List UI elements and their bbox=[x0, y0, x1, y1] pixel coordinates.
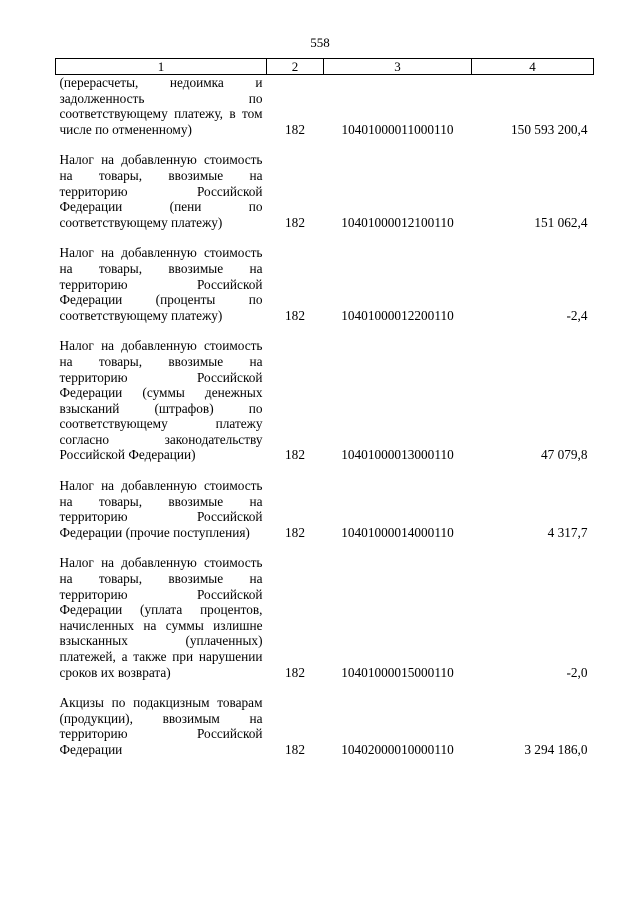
row-description: Акцизы по подакцизным товарам (продукции), ввозимым на территорию Российской Федерации bbox=[59, 695, 263, 757]
row-amount: 47 079,8 bbox=[540, 447, 588, 463]
column-header-4: 4 bbox=[472, 59, 594, 75]
row-amount: 151 062,4 bbox=[534, 214, 588, 230]
row-code: 182 bbox=[285, 447, 305, 463]
table-row bbox=[56, 478, 594, 542]
row-amount: -2,4 bbox=[566, 307, 588, 323]
row-kbk: 10402000010000110 bbox=[341, 741, 454, 757]
row-kbk: 10401000012100110 bbox=[341, 214, 454, 230]
table-row bbox=[56, 245, 594, 325]
row-description: Налог на добавленную стоимость на товары, ввозимые на территорию Российской Федерации (проценты по соответствующему платежу) bbox=[59, 245, 263, 323]
row-code: 182 bbox=[285, 664, 305, 680]
table-row bbox=[56, 695, 594, 759]
row-description: Налог на добавленную стоимость на товары, ввозимые на территорию Российской Федерации (пени по соответствующему платежу) bbox=[59, 152, 263, 230]
table-body bbox=[56, 75, 594, 760]
column-header-1: 1 bbox=[56, 59, 267, 75]
page-number: 558 bbox=[310, 35, 330, 50]
revenue-table bbox=[55, 58, 594, 760]
row-code: 182 bbox=[285, 524, 305, 540]
table-row bbox=[56, 338, 594, 465]
row-amount: -2,0 bbox=[566, 664, 588, 680]
row-amount: 4 317,7 bbox=[547, 524, 588, 540]
row-description: (перерасчеты, недоимка и задолженность по соответствующему платежу, в том числе по отмененному) bbox=[59, 75, 263, 137]
table-row bbox=[56, 555, 594, 682]
row-kbk: 10401000014000110 bbox=[341, 524, 454, 540]
row-description: Налог на добавленную стоимость на товары, ввозимые на территорию Российской Федерации (суммы денежных взысканий (штрафов) по соответствующему платежу согласно законодательству Российской Федерации) bbox=[59, 338, 263, 463]
row-kbk: 10401000015000110 bbox=[341, 664, 454, 680]
row-code: 182 bbox=[285, 741, 305, 757]
column-header-2: 2 bbox=[267, 59, 324, 75]
row-description: Налог на добавленную стоимость на товары, ввозимые на территорию Российской Федерации (прочие поступления) bbox=[59, 478, 263, 540]
row-amount: 3 294 186,0 bbox=[524, 741, 588, 757]
row-code: 182 bbox=[285, 214, 305, 230]
row-code: 182 bbox=[285, 307, 305, 323]
row-code: 182 bbox=[285, 121, 305, 137]
row-description: Налог на добавленную стоимость на товары, ввозимые на территорию Российской Федерации (уплата процентов, начисленных на суммы излишне взысканных (уплаченных) платежей, а также при нарушении сроков их возврата) bbox=[59, 555, 263, 680]
row-amount: 150 593 200,4 bbox=[511, 121, 588, 137]
table-header bbox=[56, 59, 594, 75]
table-row bbox=[56, 152, 594, 232]
table-row bbox=[56, 75, 594, 140]
row-kbk: 10401000011000110 bbox=[341, 121, 454, 137]
column-header-3: 3 bbox=[324, 59, 472, 75]
row-kbk: 10401000013000110 bbox=[341, 447, 454, 463]
row-kbk: 10401000012200110 bbox=[341, 307, 454, 323]
